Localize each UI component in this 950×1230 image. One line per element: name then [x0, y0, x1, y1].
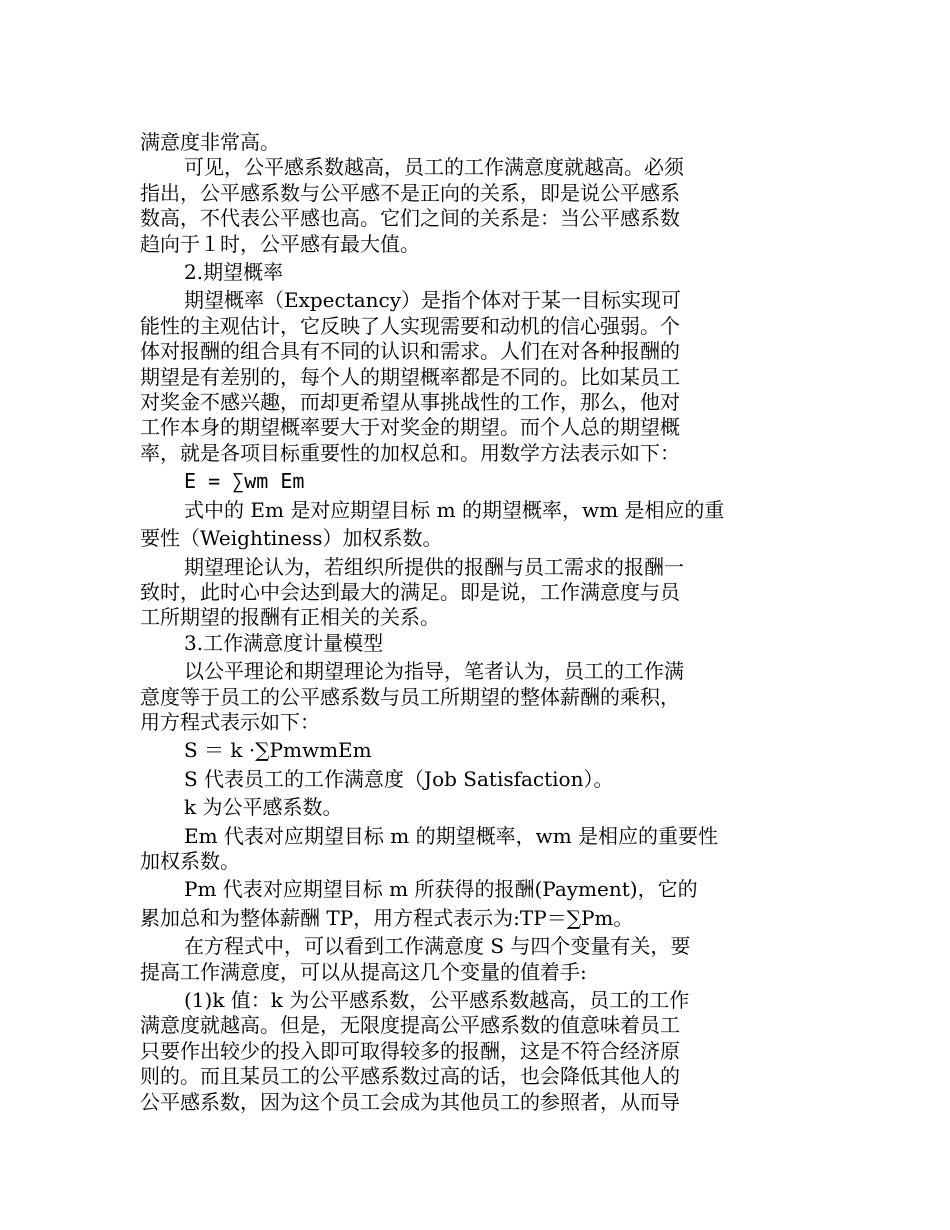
text-line: 用方程式表示如下：: [140, 709, 320, 734]
text-line: 期望理论认为，若组织所提供的报酬与员工需求的报酬一: [184, 554, 684, 579]
text-line: 公平感系数，因为这个员工会成为其他员工的参照者，从而导: [140, 1089, 680, 1114]
formula: E = ∑wm Em: [184, 469, 305, 494]
text-line: 则的。而且某员工的公平感系数过高的话，也会降低其他人的: [140, 1064, 680, 1089]
text-line: k 为公平感系数。: [184, 795, 343, 820]
text-line: 只要作出较少的投入即可取得较多的报酬，这是不符合经济原: [140, 1038, 680, 1063]
text-line: 以公平理论和期望理论为指导，笔者认为，员工的工作满: [184, 659, 684, 684]
section-heading: 3.工作满意度计量模型: [184, 630, 384, 655]
section-heading: 2.期望概率: [184, 260, 284, 285]
text-line: 指出，公平感系数与公平感不是正向的关系，即是说公平感系: [140, 180, 680, 205]
text-line: 提高工作满意度，可以从提高这几个变量的值着手:: [140, 959, 587, 984]
document-page: [140, 130, 740, 1115]
text-line: Pm 代表对应期望目标 m 所获得的报酬(Payment)，它的: [184, 877, 698, 902]
text-line: 对奖金不感兴趣，而却更希望从事挑战性的工作，那么，他对: [140, 390, 680, 415]
text-line: 满意度非常高。: [140, 130, 280, 154]
text-line: 期望是有差别的，每个人的期望概率都是不同的。比如某员工: [140, 364, 680, 389]
text-line: Em 代表对应期望目标 m 的期望概率，wm 是相应的重要性: [184, 823, 719, 848]
text-line: 工作本身的期望概率要大于对奖金的期望。而个人总的期望概: [140, 415, 680, 440]
text-line: 趋向于１时，公平感有最大值。: [140, 231, 420, 256]
text-line: 要性（Weightiness）加权系数。: [140, 526, 443, 551]
text-line: 意度等于员工的公平感系数与员工所期望的整体薪酬的乘积，: [140, 684, 680, 709]
text-line: 数高，不代表公平感也高。它们之间的关系是：当公平感系数: [140, 206, 680, 231]
text-line: (1)k 值：k 为公平感系数，公平感系数越高，员工的工作: [184, 988, 690, 1012]
text-line: 加权系数。: [140, 848, 240, 873]
text-line: 工所期望的报酬有正相关的关系。: [140, 605, 440, 630]
text-line: 率，就是各项目标重要性的加权总和。用数学方法表示如下：: [140, 440, 680, 465]
text-line: 体对报酬的组合具有不同的认识和需求。人们在对各种报酬的: [140, 339, 680, 364]
text-line: 在方程式中，可以看到工作满意度 S 与四个变量有关，要: [184, 934, 691, 959]
text-line: 式中的 Em 是对应期望目标 m 的期望概率，wm 是相应的重: [184, 497, 725, 522]
text-line: 能性的主观估计，它反映了人实现需要和动机的信心强弱。个: [140, 313, 680, 338]
text-line: 期望概率（Expectancy）是指个体对于某一目标实现可: [184, 288, 682, 313]
formula: S ＝ k ·∑PmwmEm: [184, 738, 372, 763]
text-line: 满意度就越高。但是，无限度提高公平感系数的值意味着员工: [140, 1013, 680, 1038]
text-line: 累加总和为整体薪酬 TP，用方程式表示为:TP＝∑Pm。: [140, 905, 634, 930]
text-line: 可见，公平感系数越高，员工的工作满意度就越高。必须: [184, 155, 684, 180]
text-line: 致时，此时心中会达到最大的满足。即是说，工作满意度与员: [140, 579, 680, 604]
text-line: S 代表员工的工作满意度（Job Satisfaction）。: [184, 766, 614, 791]
